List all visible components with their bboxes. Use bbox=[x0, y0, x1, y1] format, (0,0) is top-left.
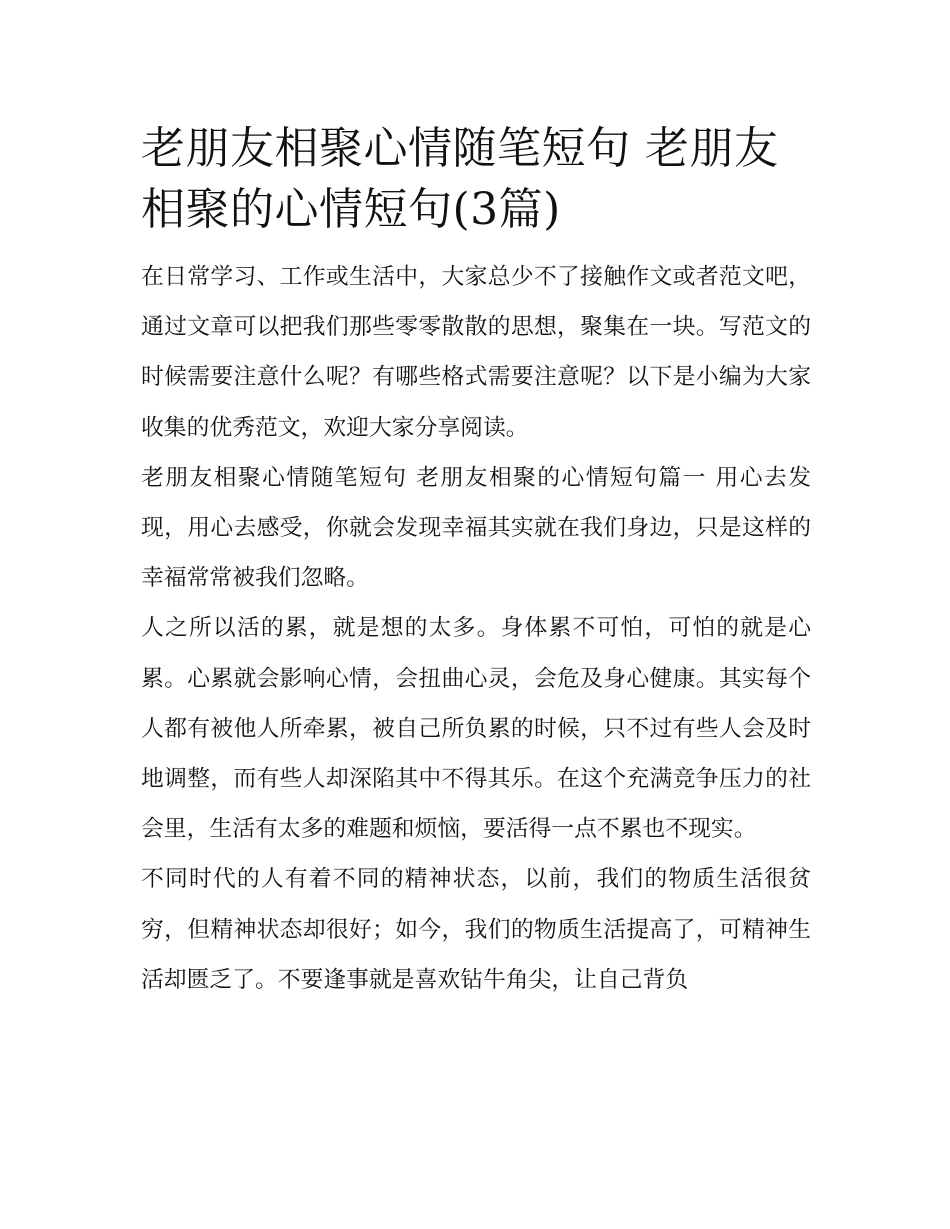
paragraph-3: 不同时代的人有着不同的精神状态，以前，我们的物质生活很贫穷，但精神状态却很好；如今，我们的物质生活提高了，可精神生活却匮乏了。不要逢事就是喜欢钻牛角尖，让自己背负 bbox=[141, 866, 811, 993]
document-title: 老朋友相聚心情随笔短句 老朋友相聚的心情短句(3篇) bbox=[141, 123, 779, 235]
paragraph-2: 人之所以活的累，就是想的太多。身体累不可怕，可怕的就是心累。心累就会影响心情，会扭曲心灵，会危及身心健康。其实每个人都有被他人所牵累，被自己所负累的时候，只不过有些人会及时地调整，而有些人却深陷其中不得其乐。在这个充满竞争压力的社会里，生活有太多的难题和烦恼，要活得一点不累也不现实。 bbox=[141, 615, 811, 843]
document-content bbox=[141, 118, 811, 1005]
paragraph-1: 老朋友相聚心情随笔短句 老朋友相聚的心情短句篇一 用心去发现，用心去感受，你就会发现幸福其实就在我们身边，只是这样的幸福常常被我们忽略。 bbox=[141, 464, 811, 592]
paragraph-intro: 在日常学习、工作或生活中，大家总少不了接触作文或者范文吧，通过文章可以把我们那些零零散散的思想，聚集在一块。写范文的时候需要注意什么呢？有哪些格式需要注意呢？以下是小编为大家收集的优秀范文，欢迎大家分享阅读。 bbox=[141, 264, 811, 441]
